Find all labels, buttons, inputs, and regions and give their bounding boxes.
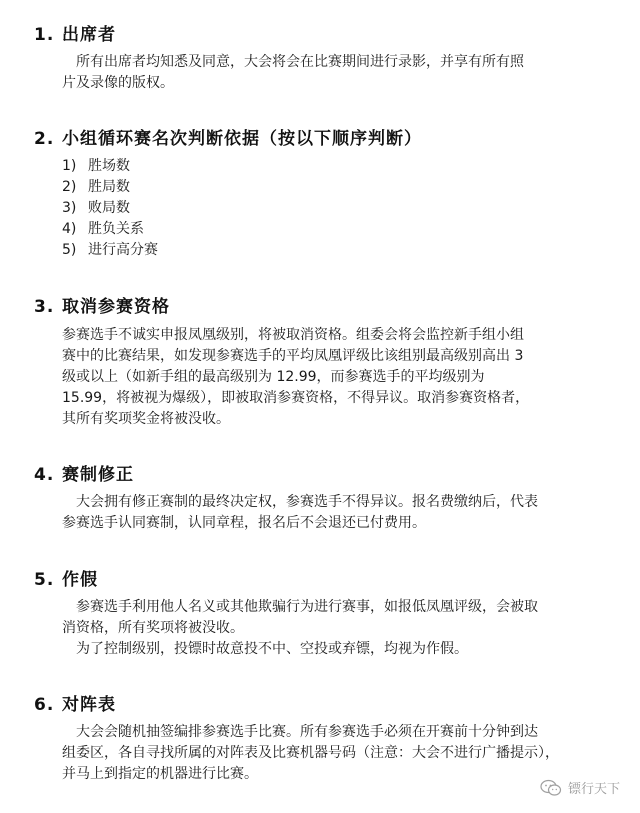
section-title: 对阵表 <box>62 695 116 715</box>
section-4-body <box>62 492 602 534</box>
section-number: 1. <box>34 25 55 45</box>
section-number: 6. <box>34 695 55 715</box>
paragraph-line: 赛中的比赛结果，如发现参赛选手的平均凤凰评级比该组别最高级别高出 3 <box>62 348 524 364</box>
paragraph-line: 并马上到指定的机器进行比赛。 <box>62 766 258 782</box>
paragraph-line: 参赛选手认同赛制，认同章程，报名后不会退还已付费用。 <box>62 515 426 531</box>
wechat-icon <box>540 779 562 797</box>
paragraph-line: 片及录像的版权。 <box>62 75 174 91</box>
section-6-body <box>62 722 602 785</box>
section-number: 4. <box>34 465 55 485</box>
section-5-heading <box>34 565 98 590</box>
section-title: 取消参赛资格 <box>62 297 170 317</box>
section-3-body <box>62 325 602 430</box>
section-number: 3. <box>34 297 55 317</box>
ranking-criteria-list <box>62 156 158 261</box>
paragraph-line: 参赛选手利用他人名义或其他欺骗行为进行赛事，如报低凤凰评级，会被取 <box>62 599 538 615</box>
section-title: 出席者 <box>62 25 116 45</box>
list-item: 4) 胜负关系 <box>62 221 144 237</box>
paragraph-line: 消资格，所有奖项将被没收。 <box>62 620 244 636</box>
section-4-heading <box>34 460 134 485</box>
watermark <box>540 778 620 797</box>
paragraph-line: 大会会随机抽签编排参赛选手比赛。所有参赛选手必须在开赛前十分钟到达 <box>62 724 538 740</box>
section-1-body <box>62 52 602 94</box>
paragraph-line: 级或以上（如新手组的最高级别为 12.99，而参赛选手的平均级别为 <box>62 369 485 385</box>
section-6-heading <box>34 690 116 715</box>
section-number: 5. <box>34 570 55 590</box>
paragraph-line: 其所有奖项奖金将被没收。 <box>62 411 230 427</box>
paragraph-line: 15.99，将被视为爆级），即被取消参赛资格，不得异议。取消参赛资格者， <box>62 390 530 406</box>
paragraph-line: 参赛选手不诚实申报凤凰级别，将被取消资格。组委会将会监控新手组小组 <box>62 327 524 343</box>
paragraph-line: 为了控制级别，投镖时故意投不中、空投或弃镖，均视为作假。 <box>62 641 468 657</box>
list-item: 5) 进行高分赛 <box>62 242 158 258</box>
section-1-heading <box>34 20 116 45</box>
section-number: 2. <box>34 129 55 149</box>
list-item: 1) 胜场数 <box>62 158 130 174</box>
paragraph-line: 所有出席者均知悉及同意，大会将会在比赛期间进行录影，并享有所有照 <box>62 54 524 70</box>
watermark-text: 镖行天下 <box>567 782 620 797</box>
section-title: 作假 <box>62 570 98 590</box>
paragraph-line: 组委区，各自寻找所属的对阵表及比赛机器号码（注意：大会不进行广播提示）， <box>62 745 559 761</box>
section-title: 赛制修正 <box>62 465 134 485</box>
list-item: 2) 胜局数 <box>62 179 130 195</box>
section-title: 小组循环赛名次判断依据（按以下顺序判断） <box>62 129 422 149</box>
section-3-heading <box>34 292 170 317</box>
list-item: 3) 败局数 <box>62 200 130 216</box>
section-5-body <box>62 597 602 660</box>
section-2-heading <box>34 124 422 149</box>
paragraph-line: 大会拥有修正赛制的最终决定权，参赛选手不得异议。报名费缴纳后，代表 <box>62 494 538 510</box>
